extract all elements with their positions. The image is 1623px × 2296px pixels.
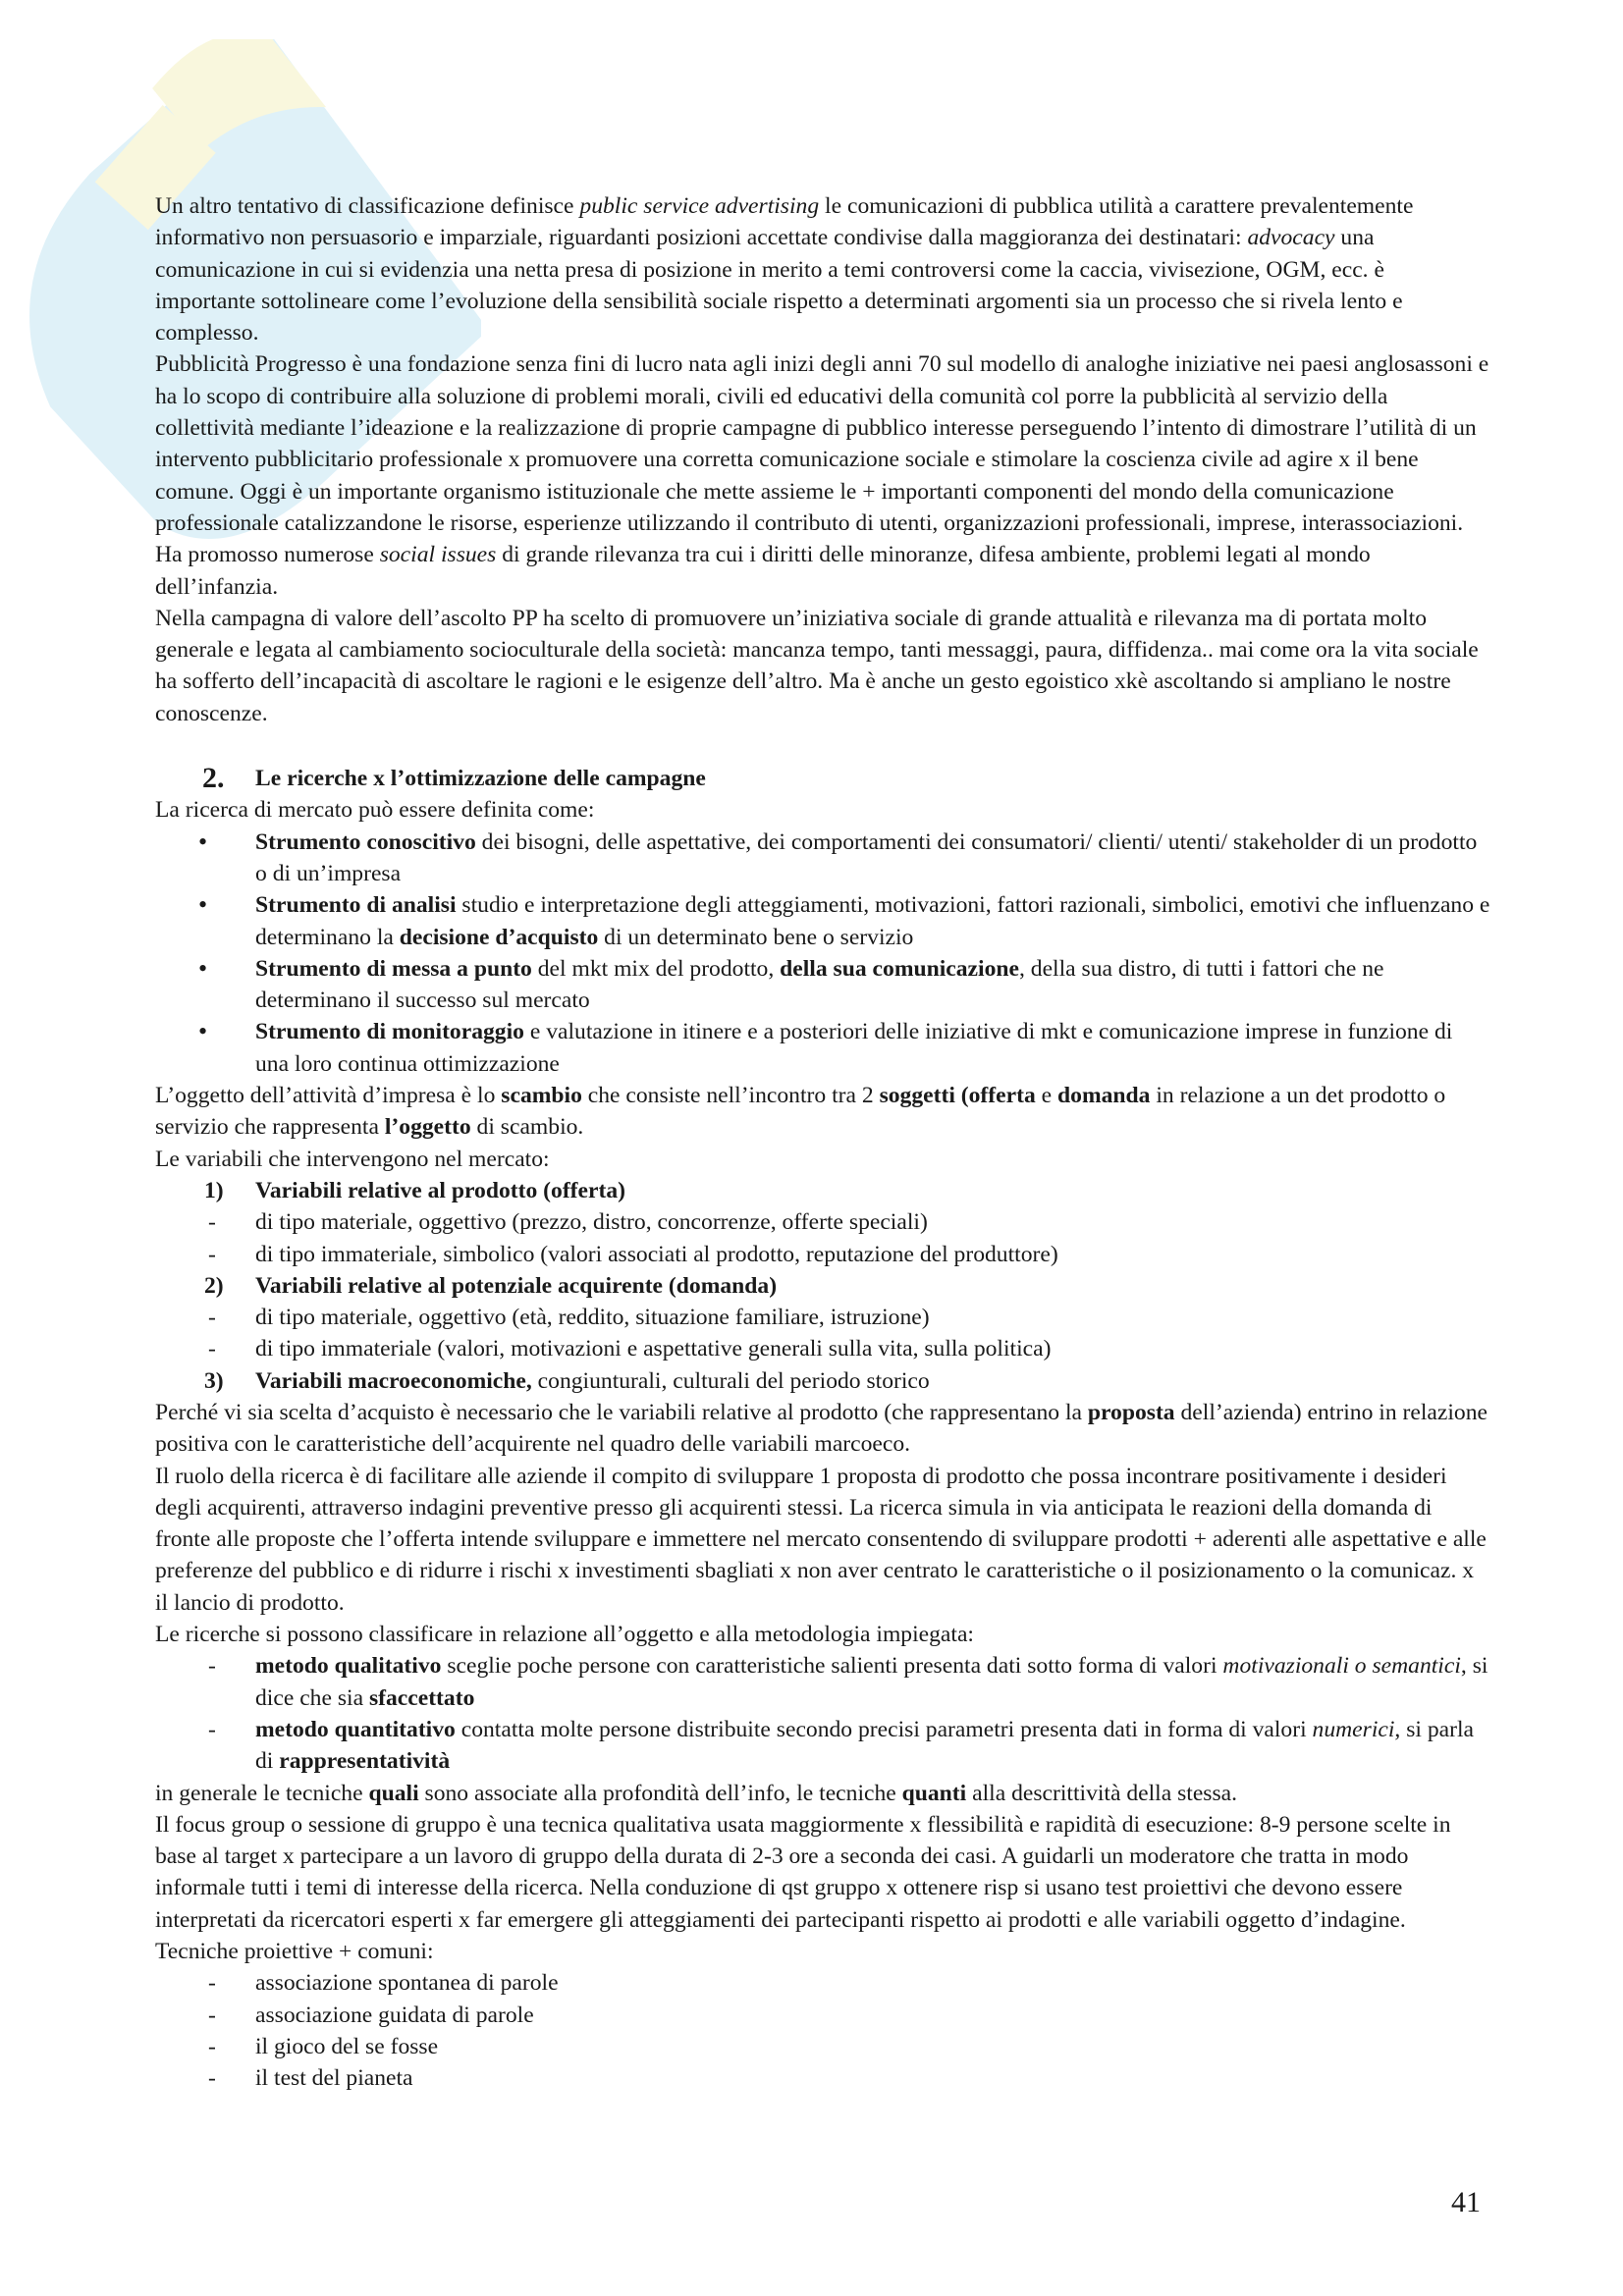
- bullet-item: [155, 953, 1490, 1017]
- dash-glyph: -: [208, 1970, 216, 1997]
- dash-item: [155, 1967, 1490, 1999]
- dash-item: [155, 1206, 1490, 1238]
- dash-item: [155, 1714, 1490, 1778]
- text-run: di scambio.: [470, 1114, 584, 1141]
- paragraph-tecniche-generale: [155, 1778, 1490, 1809]
- text-run: in relazione a un det prodotto o servizio che rappresenta: [155, 1083, 1446, 1141]
- dash-text: [255, 1653, 1488, 1710]
- text-run: le comunicazioni di pubblica utilità a carattere prevalentemente informativo non persuasorio e imparziale, riguardanti posizioni accettate condivise dalla maggioranza dei destinatari:: [155, 193, 1414, 251]
- text-run: e: [1035, 1083, 1058, 1109]
- paragraph-scambio: [155, 1080, 1490, 1144]
- text-run: di grande rilevanza tra cui i diritti delle minoranze, difesa ambiente, problemi legati al mondo dell’infanzia.: [155, 542, 1371, 600]
- text-run: , della sua distro, di tutti i fattori che ne determinano il successo sul mercato: [255, 955, 1384, 1014]
- bullet-glyph: •: [198, 890, 208, 920]
- dash-glyph: -: [208, 1716, 216, 1742]
- text-run: una comunicazione in cui si evidenzia una netta presa di posizione in merito a temi controversi come la caccia, vivisezione, OGM, ecc. è importante sottolineare come l’evoluzione della sensibilità sociale rispetto a determinati argomenti sia un processo che si rivela lento e complesso.: [155, 225, 1403, 347]
- text-run: domanda: [1057, 1083, 1151, 1109]
- text-run: l’oggetto: [384, 1114, 471, 1141]
- dash-text: associazione guidata di parole: [255, 2002, 534, 2028]
- text-run: che consiste nell’incontro tra 2: [581, 1083, 880, 1109]
- dash-glyph: -: [208, 1653, 216, 1680]
- dash-glyph: -: [208, 1336, 216, 1362]
- paragraph-ricerca-lead: La ricerca di mercato può essere definita come:: [155, 797, 595, 824]
- variable-group-title: Variabili macroeconomiche,: [255, 1367, 532, 1394]
- techniques-list: [155, 1967, 1490, 2094]
- text-run: L’oggetto dell’attività d’impresa è lo: [155, 1083, 502, 1109]
- bullet-glyph: •: [198, 1017, 208, 1046]
- text-run: Strumento di monitoraggio: [255, 1019, 524, 1045]
- text-run: numerici: [1312, 1716, 1395, 1742]
- bullet-text: [255, 1019, 1452, 1076]
- text-run: in generale le tecniche: [155, 1780, 369, 1806]
- text-run: del mkt mix del prodotto,: [531, 955, 781, 982]
- bullet-item: [155, 889, 1490, 953]
- paragraph-pubblicita-progresso: [155, 348, 1490, 602]
- text-run: Pubblicità Progresso è una fondazione senza fini di lucro nata agli inizi degli anni 70 sul modello di analoghe iniziative nei paesi anglosassoni e ha lo scopo di contribuire alla soluzione di problemi morali, civili ed educativi della comunità col porre la pubblicità al servizio della collettività mediante l’ideazione e la realizzazione di proprie campagne di pubblico interesse perseguendo l’intento di dimostrare l’utilità di un intervento pubblicitario professionale x promuovere una corretta comunicazione sociale e stimolare la coscienza civile ad agire x il bene comune. Oggi è un importante organismo istituzionale che mette assieme le + importanti componenti del mondo della comunicazione professionale catalizzandone le risorse, esperienze utilizzando il contributo di utenti, organizzazioni professionali, imprese, interassociazioni. Ha promosso numerose: [155, 351, 1489, 568]
- bullet-text: [255, 892, 1489, 949]
- bullet-glyph: •: [198, 827, 208, 856]
- bullet-item: [155, 827, 1490, 890]
- section-number: 2.: [202, 762, 225, 795]
- variable-group-heading: [155, 1365, 1490, 1397]
- variables-list: [155, 1175, 1490, 1397]
- paragraph-ruolo-ricerca: Il ruolo della ricerca è di facilitare alle aziende il compito di sviluppare 1 proposta di prodotto che possa incontrare positivamente i desideri degli acquirenti, attraverso indagini preventive presso gli acquirenti stessi. La ricerca simula in via anticipata le reazioni della domanda di fronte alle proposte che l’offerta intende sviluppare e immettere nel mercato consentendo di sviluppare prodotti + aderenti alle aspettative e alle preferenze del pubblico e di ridurre i rischi x investimenti sbagliati x non aver centrato le caratteristiche o il posizionamento o la comunicaz. x il lancio di prodotto.: [155, 1463, 1487, 1616]
- dash-glyph: -: [208, 2065, 216, 2092]
- text-run: studio e interpretazione degli atteggiamenti, motivazioni, fattori razionali, simbolici, emotivi che influenzano e determinano la: [255, 892, 1490, 950]
- bullet-text: [255, 956, 1383, 1013]
- text-run: sono associate alla profondità dell’info, le tecniche: [418, 1780, 902, 1806]
- text-run: Strumento conoscitivo: [255, 828, 476, 855]
- dash-glyph: -: [208, 1305, 216, 1331]
- dash-text: di tipo immateriale (valori, motivazioni e aspettative generali sulla vita, sulla politica): [255, 1336, 1052, 1362]
- text-run: dell’azienda) entrino in relazione positiva con le caratteristiche dell’acquirente nel quadro delle variabili marcoeco.: [155, 1399, 1488, 1458]
- dash-glyph: -: [208, 1241, 216, 1267]
- page-content: [155, 190, 1490, 2095]
- text-run: Nella campagna di valore dell’ascolto PP ha scelto di promuovere un’iniziativa sociale di grande attualità e rilevanza ma di portata molto generale e legata al cambiamento socioculturale della società: mancanza tempo, tanti messaggi, paura, diffidenza.. mai come ora la vita sociale ha sofferto dell’incapacità di ascoltare le ragioni e le esigenze dell’altro. Ma è anche un gesto egoistico xkè ascoltando si ampliano le nostre conoscenze.: [155, 605, 1479, 726]
- dash-text: di tipo materiale, oggettivo (età, reddito, situazione familiare, istruzione): [255, 1305, 930, 1331]
- dash-item: [155, 2031, 1490, 2062]
- text-run: scambio: [501, 1083, 582, 1109]
- text-run: Un altro tentativo di classificazione definisce: [155, 193, 580, 219]
- bullet-list-ricerca: [155, 827, 1490, 1080]
- text-run: della sua comunicazione: [780, 955, 1019, 982]
- text-run: metodo quantitativo: [255, 1716, 456, 1742]
- variable-group-title: Variabili relative al prodotto (offerta): [255, 1177, 625, 1203]
- dash-text: di tipo immateriale, simbolico (valori associati al prodotto, reputazione del produttore): [255, 1241, 1058, 1267]
- text-run: sfaccettato: [368, 1684, 475, 1711]
- variable-group-heading: [155, 1270, 1490, 1302]
- dash-text: [255, 1717, 1474, 1774]
- paragraph-variabili-lead: Le variabili che intervengono nel mercato:: [155, 1146, 550, 1172]
- variable-group-heading: [155, 1175, 1490, 1206]
- page-number: 41: [1451, 2186, 1481, 2218]
- text-run: alla descrittività della stessa.: [966, 1780, 1238, 1806]
- dash-item: [155, 2062, 1490, 2094]
- dash-item: [155, 2000, 1490, 2031]
- text-run: di un determinato bene o servizio: [598, 924, 914, 950]
- variable-group-title: Variabili relative al potenziale acquirente (domanda): [255, 1272, 778, 1299]
- dash-text: di tipo materiale, oggettivo (prezzo, distro, concorrenze, offerte speciali): [255, 1209, 928, 1236]
- text-run: metodo qualitativo: [255, 1653, 442, 1680]
- paragraph-classificazione-lead: Le ricerche si possono classificare in relazione all’oggetto e alla metodologia impiegata:: [155, 1622, 974, 1648]
- text-run: , si dice che sia: [255, 1653, 1488, 1711]
- bullet-item: [155, 1016, 1490, 1080]
- variable-group-rest: congiunturali, culturali del periodo storico: [531, 1367, 930, 1394]
- text-run: Perché vi sia scelta d’acquisto è necessario che le variabili relative al prodotto (che rappresentano la: [155, 1399, 1088, 1425]
- dash-item: [155, 1650, 1490, 1714]
- text-run: advocacy: [1247, 225, 1335, 251]
- section-title: Le ricerche x l’ottimizzazione delle campagne: [255, 766, 706, 792]
- text-run: , si parla di: [255, 1716, 1474, 1775]
- dash-glyph: -: [208, 2033, 216, 2059]
- text-run: social issues: [379, 542, 497, 568]
- text-run: soggetti (offerta: [879, 1083, 1036, 1109]
- dash-item: [155, 1302, 1490, 1333]
- text-run: e valutazione in itinere e a posteriori delle iniziative di mkt e comunicazione imprese in funzione di una loro continua ottimizzazione: [255, 1019, 1453, 1077]
- dash-item: [155, 1239, 1490, 1270]
- dash-item: [155, 1333, 1490, 1364]
- text-run: contatta molte persone distribuite secondo precisi parametri presenta dati in forma di valori: [455, 1716, 1313, 1742]
- paragraph-focus-group: Il focus group o sessione di gruppo è una tecnica qualitativa usata maggiormente x flessibilità e rapidità di esecuzione: 8-9 persone scelte in base al target x partecipare a un lavoro di gruppo della durata di 2-3 ore a seconda dei casi. A guidarli un moderatore che tratta in modo informale tutti i temi di interesse della ricerca. Nella conduzione di qst gruppo x ottenere risp si usano test proiettivi che devono essere interpretati da ricercatori esperti x far emergere gli atteggiamenti dei partecipanti rispetto ai prodotti e alle variabili oggetto d’indagine. Tecniche proiettive + comuni:: [155, 1811, 1451, 1965]
- text-run: decisione d’acquisto: [399, 924, 599, 950]
- section-heading: [155, 763, 1490, 794]
- dash-glyph: -: [208, 2002, 216, 2028]
- paragraph-campagna-ascolto: [155, 603, 1490, 729]
- dash-glyph: -: [208, 1209, 216, 1236]
- list-number: 2): [204, 1272, 224, 1299]
- dash-text: il test del pianeta: [255, 2065, 413, 2092]
- text-run: motivazionali o semantici: [1222, 1653, 1461, 1680]
- text-run: quali: [368, 1780, 419, 1806]
- list-number: 3): [204, 1367, 224, 1394]
- text-run: Strumento di messa a punto: [255, 955, 532, 982]
- text-run: rappresentatività: [279, 1748, 451, 1775]
- paragraph-public-service: [155, 190, 1490, 348]
- text-run: public service advertising: [579, 193, 820, 219]
- dash-text: il gioco del se fosse: [255, 2033, 439, 2059]
- dash-text: associazione spontanea di parole: [255, 1970, 559, 1997]
- text-run: quanti: [901, 1780, 967, 1806]
- list-number: 1): [204, 1177, 224, 1203]
- text-run: Strumento di analisi: [255, 892, 457, 919]
- text-run: sceglie poche persone con caratteristiche salienti presenta dati sotto forma di valori: [441, 1653, 1223, 1680]
- methods-list: [155, 1650, 1490, 1777]
- paragraph-scelta-acquisto: [155, 1397, 1490, 1461]
- text-run: dei bisogni, delle aspettative, dei comportamenti dei consumatori/ clienti/ utenti/ stakeholder di un prodotto o di un’impresa: [255, 828, 1478, 886]
- bullet-text: [255, 829, 1477, 886]
- bullet-glyph: •: [198, 953, 208, 983]
- text-run: proposta: [1087, 1399, 1175, 1425]
